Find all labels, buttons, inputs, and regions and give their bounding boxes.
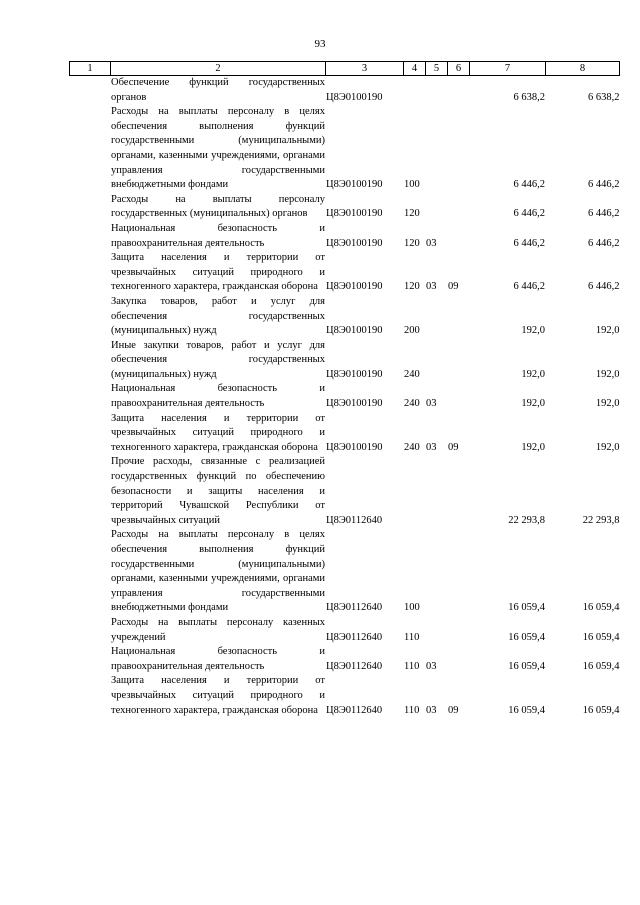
amount-year-1: 192,0 <box>470 295 546 339</box>
expense-name-text: Иные закупки товаров, работ и услуг для обеспечения государственных (муниципальных) нужд <box>111 339 325 380</box>
expense-name <box>111 528 326 616</box>
budget-table <box>69 61 620 718</box>
expense-name-text: Защита населения и территории от чрезвычайных ситуаций природного и техногенного характера, гражданская оборона <box>111 675 325 716</box>
subsection-code <box>448 76 470 106</box>
row-number-cell <box>70 455 111 528</box>
subsection-code <box>448 105 470 193</box>
subsection-code: 09 <box>448 251 470 295</box>
expense-type-code: 120 <box>404 222 426 251</box>
expense-name <box>111 339 326 383</box>
amount-year-2: 6 638,2 <box>546 76 620 106</box>
amount-year-2: 192,0 <box>546 339 620 383</box>
amount-year-2: 6 446,2 <box>546 251 620 295</box>
section-code <box>426 105 448 193</box>
expense-name <box>111 645 326 674</box>
row-number-cell <box>70 412 111 456</box>
row-number-cell <box>70 645 111 674</box>
amount-year-1: 192,0 <box>470 339 546 383</box>
expense-type-code: 120 <box>404 251 426 295</box>
section-code <box>426 455 448 528</box>
subsection-code <box>448 455 470 528</box>
expense-name <box>111 222 326 251</box>
amount-year-1: 16 059,4 <box>470 528 546 616</box>
amount-year-1: 16 059,4 <box>470 674 546 718</box>
expense-name <box>111 295 326 339</box>
row-number-cell <box>70 674 111 718</box>
row-number-cell <box>70 222 111 251</box>
amount-year-1: 16 059,4 <box>470 616 546 645</box>
amount-year-1: 6 446,2 <box>470 105 546 193</box>
table-row <box>70 193 620 222</box>
header-col-7: 7 <box>470 62 546 76</box>
section-code: 03 <box>426 251 448 295</box>
section-code: 03 <box>426 382 448 411</box>
header-col-8: 8 <box>546 62 620 76</box>
target-article-code: Ц8Э0100190 <box>326 105 404 193</box>
table-row <box>70 616 620 645</box>
amount-year-2: 192,0 <box>546 295 620 339</box>
expense-name <box>111 76 326 106</box>
section-code: 03 <box>426 645 448 674</box>
section-code <box>426 616 448 645</box>
expense-name <box>111 105 326 193</box>
target-article-code: Ц8Э0100190 <box>326 76 404 106</box>
row-number-cell <box>70 616 111 645</box>
table-row <box>70 295 620 339</box>
amount-year-1: 192,0 <box>470 412 546 456</box>
amount-year-2: 6 446,2 <box>546 105 620 193</box>
expense-name-text: Прочие расходы, связанные с реализацией государственных функций по обеспечению безопасности и защиты населения и территорий Чувашской Республики от чрезвычайных ситуаций <box>111 456 325 526</box>
expense-type-code: 110 <box>404 674 426 718</box>
expense-type-code <box>404 455 426 528</box>
expense-name-text: Национальная безопасность и правоохранительная деятельность <box>111 383 325 410</box>
expense-type-code: 110 <box>404 616 426 645</box>
subsection-code <box>448 382 470 411</box>
expense-name <box>111 455 326 528</box>
expense-name-text: Закупка товаров, работ и услуг для обеспечения государственных (муниципальных) нужд <box>111 295 325 337</box>
target-article-code: Ц8Э0112640 <box>326 528 404 616</box>
row-number-cell <box>70 105 111 193</box>
subsection-code <box>448 339 470 383</box>
section-code: 03 <box>426 222 448 251</box>
amount-year-1: 192,0 <box>470 382 546 411</box>
header-col-2: 2 <box>111 62 326 76</box>
row-number-cell <box>70 76 111 106</box>
subsection-code: 09 <box>448 674 470 718</box>
row-number-cell <box>70 339 111 383</box>
subsection-code <box>448 193 470 222</box>
subsection-code <box>448 222 470 251</box>
subsection-code <box>448 645 470 674</box>
table-row <box>70 455 620 528</box>
amount-year-2: 6 446,2 <box>546 222 620 251</box>
expense-name <box>111 382 326 411</box>
expense-type-code: 240 <box>404 339 426 383</box>
section-code <box>426 76 448 106</box>
expense-type-code: 240 <box>404 382 426 411</box>
target-article-code: Ц8Э0100190 <box>326 382 404 411</box>
expense-type-code: 100 <box>404 105 426 193</box>
table-row <box>70 105 620 193</box>
expense-name-text: Обеспечение функций государственных органов <box>111 77 325 103</box>
expense-name <box>111 674 326 718</box>
target-article-code: Ц8Э0100190 <box>326 222 404 251</box>
table-row <box>70 645 620 674</box>
row-number-cell <box>70 193 111 222</box>
target-article-code: Ц8Э0112640 <box>326 645 404 674</box>
row-number-cell <box>70 295 111 339</box>
expense-type-code: 100 <box>404 528 426 616</box>
section-code <box>426 193 448 222</box>
expense-name <box>111 412 326 456</box>
expense-name <box>111 251 326 295</box>
target-article-code: Ц8Э0100190 <box>326 193 404 222</box>
expense-name <box>111 193 326 222</box>
table-row <box>70 339 620 383</box>
amount-year-1: 6 446,2 <box>470 251 546 295</box>
expense-type-code <box>404 76 426 106</box>
amount-year-2: 192,0 <box>546 382 620 411</box>
amount-year-2: 16 059,4 <box>546 616 620 645</box>
expense-name-text: Защита населения и территории от чрезвычайных ситуаций природного и техногенного характера, гражданская оборона <box>111 412 325 453</box>
expense-name-text: Расходы на выплаты персоналу в целях обеспечения выполнения функций государственными (муниципальными) органами, казенными учреждениями, органами управления государственными внебюджетными фондами <box>111 529 325 614</box>
section-code: 03 <box>426 674 448 718</box>
amount-year-2: 16 059,4 <box>546 674 620 718</box>
expense-name-text: Расходы на выплаты персоналу в целях обеспечения выполнения функций государственными (муниципальными) органами, казенными учреждениями, органами управления государственными внебюджетными фондами <box>111 106 325 191</box>
target-article-code: Ц8Э0100190 <box>326 339 404 383</box>
table-row <box>70 76 620 106</box>
section-code <box>426 295 448 339</box>
table-row <box>70 674 620 718</box>
section-code <box>426 339 448 383</box>
expense-name-text: Национальная безопасность и правоохранительная деятельность <box>111 222 325 249</box>
amount-year-2: 16 059,4 <box>546 645 620 674</box>
expense-name-text: Национальная безопасность и правоохранительная деятельность <box>111 646 325 672</box>
page-number: 93 <box>314 38 326 50</box>
section-code <box>426 528 448 616</box>
expense-name <box>111 616 326 645</box>
subsection-code <box>448 295 470 339</box>
target-article-code: Ц8Э0112640 <box>326 616 404 645</box>
amount-year-2: 16 059,4 <box>546 528 620 616</box>
table-row <box>70 222 620 251</box>
row-number-cell <box>70 382 111 411</box>
target-article-code: Ц8Э0100190 <box>326 295 404 339</box>
expense-name-text: Защита населения и территории от чрезвычайных ситуаций природного и техногенного характера, гражданская оборона <box>111 252 325 293</box>
target-article-code: Ц8Э0100190 <box>326 251 404 295</box>
row-number-cell <box>70 251 111 295</box>
expense-type-code: 200 <box>404 295 426 339</box>
amount-year-1: 6 446,2 <box>470 222 546 251</box>
subsection-code <box>448 528 470 616</box>
subsection-code <box>448 616 470 645</box>
subsection-code: 09 <box>448 412 470 456</box>
amount-year-2: 192,0 <box>546 412 620 456</box>
expense-name-text: Расходы на выплаты персоналу государственных (муниципальных) органов <box>111 193 325 220</box>
amount-year-2: 6 446,2 <box>546 193 620 222</box>
target-article-code: Ц8Э0112640 <box>326 674 404 718</box>
table-row <box>70 528 620 616</box>
row-number-cell <box>70 528 111 616</box>
expense-type-code: 110 <box>404 645 426 674</box>
expense-type-code: 240 <box>404 412 426 456</box>
header-col-1: 1 <box>70 62 111 76</box>
header-row <box>70 62 620 76</box>
expense-type-code: 120 <box>404 193 426 222</box>
amount-year-2: 22 293,8 <box>546 455 620 528</box>
section-code: 03 <box>426 412 448 456</box>
header-col-3: 3 <box>326 62 404 76</box>
table-row <box>70 412 620 456</box>
target-article-code: Ц8Э0112640 <box>326 455 404 528</box>
table-row <box>70 251 620 295</box>
amount-year-1: 6 446,2 <box>470 193 546 222</box>
target-article-code: Ц8Э0100190 <box>326 412 404 456</box>
expense-name-text: Расходы на выплаты персоналу казенных учреждений <box>111 616 325 643</box>
table-row <box>70 382 620 411</box>
amount-year-1: 16 059,4 <box>470 645 546 674</box>
amount-year-1: 6 638,2 <box>470 76 546 106</box>
header-col-4: 4 <box>404 62 426 76</box>
header-col-6: 6 <box>448 62 470 76</box>
header-col-5: 5 <box>426 62 448 76</box>
amount-year-1: 22 293,8 <box>470 455 546 528</box>
